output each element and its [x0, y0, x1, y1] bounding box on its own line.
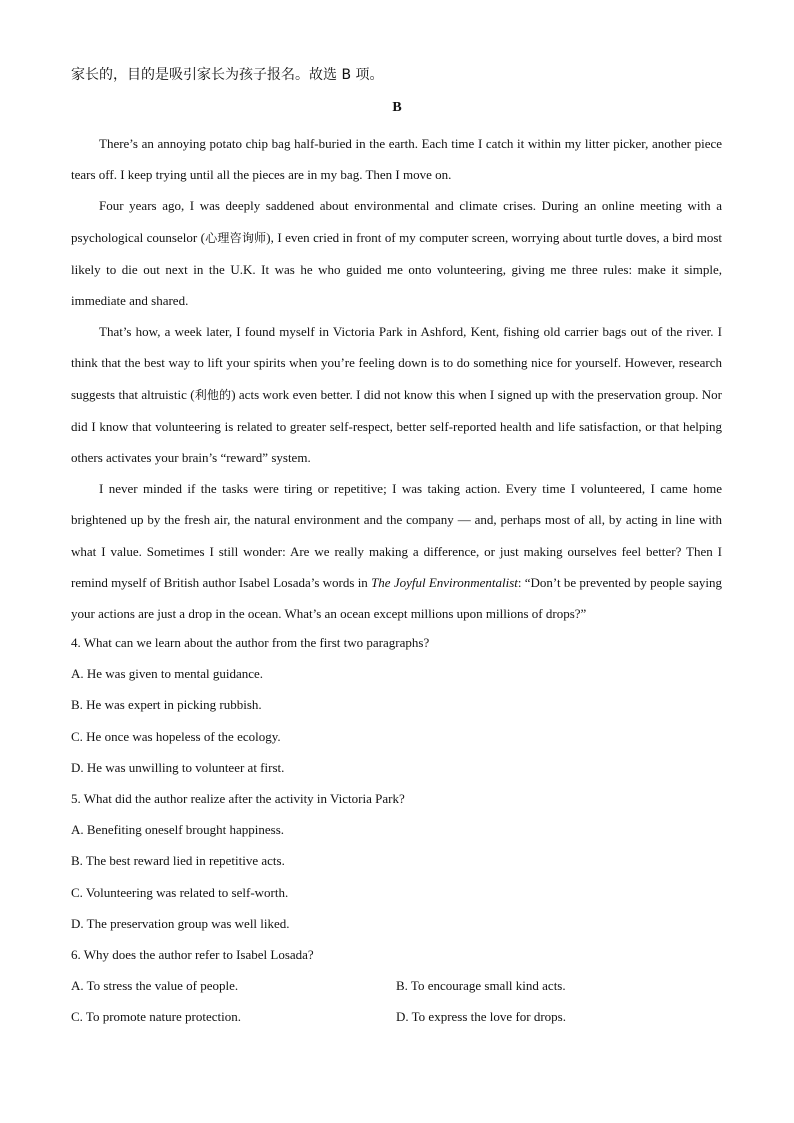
section-label: B	[392, 100, 402, 115]
paragraph-2-text-a: Four years ago, I was deeply saddened about environmental and climate crises. During an online meeting with a psychological counselor (	[71, 198, 722, 245]
question-4-stem: 4. What can we learn about the author from the first two paragraphs?	[71, 635, 430, 650]
question-5-option-d: D. The preservation group was well liked.	[71, 915, 290, 931]
question-5-option-a: A. Benefiting oneself brought happiness.	[71, 822, 285, 838]
paragraph-4-text-b: : “Don’t be prevented by people saying your actions are just a drop in the ocean. What’s an ocean except millions upon millions of drops?”	[71, 574, 723, 622]
question-6-stem: 6. Why does the author refer to Isabel Losada?	[71, 947, 314, 963]
paragraph-4-text-a: I never minded if the tasks were tiring or repetitive; I was taking action. Every time I volunteered, I came home brightened up by the fresh air, the natural environment and the company — and, perhaps most of all, by acting in line with what I value. Sometimes I still wonder: Are we really making a difference, or just making ourselves feel better? Then I remind myself of British author Isabel Losada’s words in	[71, 481, 722, 590]
paragraph-3	[71, 316, 722, 473]
question-4-option-c: C. He once was hopeless of the ecology.	[71, 728, 281, 744]
question-5-option-c: C. Volunteering was related to self-worth.	[71, 884, 289, 900]
question-6-option-a: A. To stress the value of people.	[71, 978, 239, 994]
paragraph-4	[71, 473, 722, 629]
paragraph-3-text-a: That’s how, a week later, I found myself in Victoria Park in Ashford, Kent, fishing old carrier bags out of the river. I think that the best way to lift your spirits when you’re feeling down is to do something nice for yourself. However, research suggests that altruistic (	[71, 324, 722, 402]
paragraph-1: There’s an annoying potato chip bag half-buried in the earth. Each time I catch it within my litter picker, another piece tears off. I keep trying until all the pieces are in my bag. Then I move on.	[71, 136, 722, 183]
question-6-option-b: B. To encourage small kind acts.	[396, 978, 566, 994]
question-4-option-d: D. He was unwilling to volunteer at first.	[71, 759, 285, 775]
question-6-options-row-1	[71, 970, 722, 1001]
paragraph-2	[71, 190, 722, 316]
question-4-option-b: B. He was expert in picking rubbish.	[71, 697, 262, 713]
question-5-stem: 5. What did the author realize after the activity in Victoria Park?	[71, 791, 405, 807]
question-4-option-a: A. He was given to mental guidance.	[71, 666, 264, 682]
intro-line: 家长的，目的是吸引家长为孩子报名。故选 B 项。	[71, 67, 384, 83]
question-list	[71, 627, 722, 1033]
question-5-option-b: B. The best reward lied in repetitive acts.	[71, 853, 285, 869]
question-6-option-d: D. To express the love for drops.	[396, 1009, 566, 1025]
paragraph-2-text-b: ), I even cried in front of my computer screen, worrying about turtle doves, a bird most likely to die out next in the U.K. It was he who guided me onto volunteering, giving me three rules: make it simple, immediate and shared.	[71, 229, 722, 309]
book-title: The Joyful Environmentalist	[371, 574, 518, 590]
reading-passage	[71, 128, 722, 629]
paragraph-3-text-b: ) acts work even better. I did not know this when I signed up with the preservation group. Nor did I know that volunteering is related to greater self-respect, better self-reported health and life satisfaction, or that helping others activates your brain’s “reward” system.	[71, 386, 722, 466]
altruistic-gloss: 利他的	[194, 387, 232, 402]
question-6-options-row-2	[71, 1001, 722, 1032]
counselor-gloss: 心理咨询师	[205, 230, 267, 245]
question-6-option-c: C. To promote nature protection.	[71, 1009, 241, 1025]
